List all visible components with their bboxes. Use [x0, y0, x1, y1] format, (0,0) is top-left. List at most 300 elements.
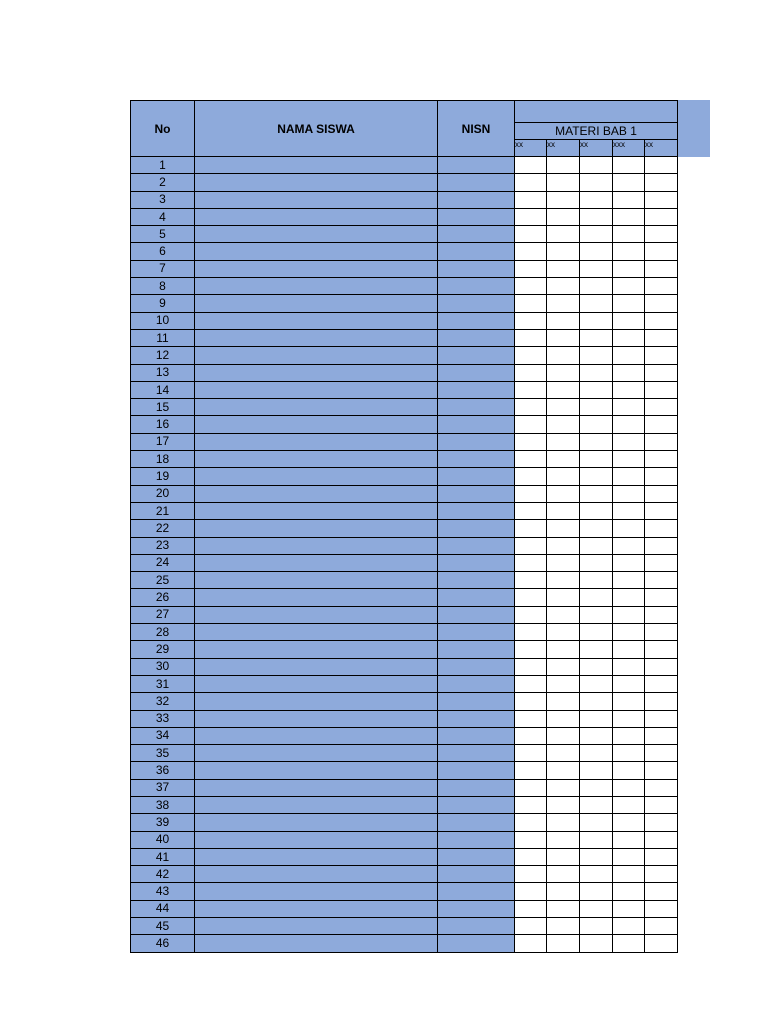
- score-cell[interactable]: [645, 485, 678, 502]
- score-cell[interactable]: [580, 243, 613, 260]
- score-cell[interactable]: [515, 468, 547, 485]
- score-cell[interactable]: [515, 537, 547, 554]
- score-cell[interactable]: [613, 675, 645, 692]
- score-cell[interactable]: [580, 347, 613, 364]
- score-cell[interactable]: [547, 762, 580, 779]
- score-cell[interactable]: [580, 278, 613, 295]
- student-name-cell[interactable]: [195, 468, 438, 485]
- score-cell[interactable]: [613, 502, 645, 519]
- score-cell[interactable]: [580, 260, 613, 277]
- score-cell[interactable]: [580, 710, 613, 727]
- score-cell[interactable]: [580, 329, 613, 346]
- score-cell[interactable]: [613, 900, 645, 917]
- score-cell[interactable]: [645, 537, 678, 554]
- nisn-cell[interactable]: [438, 606, 515, 623]
- score-cell[interactable]: [547, 658, 580, 675]
- score-cell[interactable]: [515, 347, 547, 364]
- student-name-cell[interactable]: [195, 502, 438, 519]
- score-cell[interactable]: [515, 191, 547, 208]
- nisn-cell[interactable]: [438, 399, 515, 416]
- student-name-cell[interactable]: [195, 762, 438, 779]
- student-name-cell[interactable]: [195, 554, 438, 571]
- score-cell[interactable]: [547, 693, 580, 710]
- score-cell[interactable]: [547, 537, 580, 554]
- student-name-cell[interactable]: [195, 831, 438, 848]
- score-cell[interactable]: [547, 399, 580, 416]
- score-cell[interactable]: [645, 658, 678, 675]
- score-cell[interactable]: [547, 278, 580, 295]
- score-cell[interactable]: [580, 831, 613, 848]
- student-name-cell[interactable]: [195, 675, 438, 692]
- score-cell[interactable]: [580, 745, 613, 762]
- score-cell[interactable]: [580, 433, 613, 450]
- score-cell[interactable]: [613, 918, 645, 935]
- nisn-cell[interactable]: [438, 831, 515, 848]
- score-cell[interactable]: [515, 451, 547, 468]
- score-cell[interactable]: [515, 727, 547, 744]
- score-cell[interactable]: [645, 554, 678, 571]
- student-name-cell[interactable]: [195, 243, 438, 260]
- score-cell[interactable]: [580, 399, 613, 416]
- score-cell[interactable]: [515, 762, 547, 779]
- score-cell[interactable]: [547, 174, 580, 191]
- score-cell[interactable]: [645, 918, 678, 935]
- score-cell[interactable]: [645, 295, 678, 312]
- score-cell[interactable]: [613, 520, 645, 537]
- nisn-cell[interactable]: [438, 208, 515, 225]
- score-cell[interactable]: [645, 433, 678, 450]
- score-cell[interactable]: [645, 416, 678, 433]
- nisn-cell[interactable]: [438, 381, 515, 398]
- score-cell[interactable]: [547, 433, 580, 450]
- nisn-cell[interactable]: [438, 710, 515, 727]
- nisn-cell[interactable]: [438, 243, 515, 260]
- student-name-cell[interactable]: [195, 918, 438, 935]
- score-cell[interactable]: [547, 312, 580, 329]
- student-name-cell[interactable]: [195, 935, 438, 952]
- score-cell[interactable]: [515, 157, 547, 174]
- student-name-cell[interactable]: [195, 347, 438, 364]
- score-cell[interactable]: [580, 174, 613, 191]
- score-cell[interactable]: [580, 381, 613, 398]
- nisn-cell[interactable]: [438, 779, 515, 796]
- score-cell[interactable]: [613, 537, 645, 554]
- nisn-cell[interactable]: [438, 745, 515, 762]
- score-cell[interactable]: [645, 572, 678, 589]
- score-cell[interactable]: [645, 451, 678, 468]
- student-name-cell[interactable]: [195, 381, 438, 398]
- score-cell[interactable]: [515, 658, 547, 675]
- score-cell[interactable]: [515, 831, 547, 848]
- score-cell[interactable]: [645, 796, 678, 813]
- score-cell[interactable]: [580, 779, 613, 796]
- score-cell[interactable]: [613, 624, 645, 641]
- score-cell[interactable]: [580, 866, 613, 883]
- score-cell[interactable]: [645, 364, 678, 381]
- score-cell[interactable]: [645, 693, 678, 710]
- score-cell[interactable]: [515, 520, 547, 537]
- score-cell[interactable]: [613, 658, 645, 675]
- student-name-cell[interactable]: [195, 883, 438, 900]
- score-cell[interactable]: [580, 537, 613, 554]
- nisn-cell[interactable]: [438, 191, 515, 208]
- score-cell[interactable]: [547, 675, 580, 692]
- score-cell[interactable]: [515, 624, 547, 641]
- student-name-cell[interactable]: [195, 433, 438, 450]
- score-cell[interactable]: [515, 572, 547, 589]
- score-cell[interactable]: [580, 157, 613, 174]
- score-cell[interactable]: [580, 572, 613, 589]
- student-name-cell[interactable]: [195, 745, 438, 762]
- student-name-cell[interactable]: [195, 157, 438, 174]
- score-cell[interactable]: [645, 606, 678, 623]
- score-cell[interactable]: [645, 329, 678, 346]
- score-cell[interactable]: [547, 814, 580, 831]
- student-name-cell[interactable]: [195, 537, 438, 554]
- score-cell[interactable]: [547, 624, 580, 641]
- nisn-cell[interactable]: [438, 485, 515, 502]
- score-cell[interactable]: [613, 762, 645, 779]
- score-cell[interactable]: [547, 347, 580, 364]
- student-name-cell[interactable]: [195, 589, 438, 606]
- score-cell[interactable]: [645, 381, 678, 398]
- score-cell[interactable]: [580, 883, 613, 900]
- score-cell[interactable]: [515, 485, 547, 502]
- nisn-cell[interactable]: [438, 278, 515, 295]
- score-cell[interactable]: [613, 468, 645, 485]
- score-cell[interactable]: [515, 589, 547, 606]
- score-cell[interactable]: [613, 710, 645, 727]
- score-cell[interactable]: [515, 848, 547, 865]
- score-cell[interactable]: [645, 883, 678, 900]
- score-cell[interactable]: [547, 779, 580, 796]
- score-cell[interactable]: [613, 831, 645, 848]
- score-cell[interactable]: [547, 572, 580, 589]
- score-cell[interactable]: [613, 935, 645, 952]
- score-cell[interactable]: [580, 451, 613, 468]
- score-cell[interactable]: [515, 866, 547, 883]
- score-cell[interactable]: [645, 624, 678, 641]
- score-cell[interactable]: [613, 693, 645, 710]
- student-name-cell[interactable]: [195, 451, 438, 468]
- score-cell[interactable]: [645, 347, 678, 364]
- nisn-cell[interactable]: [438, 814, 515, 831]
- score-cell[interactable]: [613, 451, 645, 468]
- student-name-cell[interactable]: [195, 796, 438, 813]
- score-cell[interactable]: [547, 866, 580, 883]
- score-cell[interactable]: [515, 416, 547, 433]
- score-cell[interactable]: [515, 278, 547, 295]
- score-cell[interactable]: [613, 364, 645, 381]
- score-cell[interactable]: [515, 779, 547, 796]
- score-cell[interactable]: [613, 848, 645, 865]
- score-cell[interactable]: [580, 935, 613, 952]
- score-cell[interactable]: [580, 589, 613, 606]
- score-cell[interactable]: [515, 260, 547, 277]
- nisn-cell[interactable]: [438, 295, 515, 312]
- nisn-cell[interactable]: [438, 641, 515, 658]
- score-cell[interactable]: [613, 295, 645, 312]
- score-cell[interactable]: [645, 675, 678, 692]
- student-name-cell[interactable]: [195, 399, 438, 416]
- score-cell[interactable]: [515, 329, 547, 346]
- score-cell[interactable]: [645, 641, 678, 658]
- score-cell[interactable]: [645, 260, 678, 277]
- score-cell[interactable]: [613, 485, 645, 502]
- score-cell[interactable]: [515, 675, 547, 692]
- nisn-cell[interactable]: [438, 364, 515, 381]
- student-name-cell[interactable]: [195, 641, 438, 658]
- score-cell[interactable]: [547, 485, 580, 502]
- score-cell[interactable]: [613, 191, 645, 208]
- score-cell[interactable]: [613, 796, 645, 813]
- score-cell[interactable]: [515, 208, 547, 225]
- nisn-cell[interactable]: [438, 935, 515, 952]
- score-cell[interactable]: [547, 710, 580, 727]
- score-cell[interactable]: [613, 399, 645, 416]
- score-cell[interactable]: [515, 174, 547, 191]
- score-cell[interactable]: [547, 848, 580, 865]
- score-cell[interactable]: [645, 727, 678, 744]
- score-cell[interactable]: [645, 935, 678, 952]
- score-cell[interactable]: [580, 191, 613, 208]
- score-cell[interactable]: [547, 157, 580, 174]
- score-cell[interactable]: [515, 693, 547, 710]
- score-cell[interactable]: [580, 848, 613, 865]
- score-cell[interactable]: [547, 796, 580, 813]
- score-cell[interactable]: [547, 520, 580, 537]
- student-name-cell[interactable]: [195, 312, 438, 329]
- score-cell[interactable]: [613, 174, 645, 191]
- score-cell[interactable]: [645, 468, 678, 485]
- nisn-cell[interactable]: [438, 174, 515, 191]
- score-cell[interactable]: [547, 745, 580, 762]
- score-cell[interactable]: [645, 831, 678, 848]
- nisn-cell[interactable]: [438, 918, 515, 935]
- score-cell[interactable]: [515, 710, 547, 727]
- nisn-cell[interactable]: [438, 848, 515, 865]
- score-cell[interactable]: [580, 641, 613, 658]
- student-name-cell[interactable]: [195, 208, 438, 225]
- nisn-cell[interactable]: [438, 416, 515, 433]
- score-cell[interactable]: [645, 226, 678, 243]
- nisn-cell[interactable]: [438, 329, 515, 346]
- student-name-cell[interactable]: [195, 814, 438, 831]
- score-cell[interactable]: [515, 243, 547, 260]
- score-cell[interactable]: [613, 779, 645, 796]
- score-cell[interactable]: [547, 416, 580, 433]
- score-cell[interactable]: [515, 554, 547, 571]
- score-cell[interactable]: [645, 745, 678, 762]
- score-cell[interactable]: [515, 364, 547, 381]
- score-cell[interactable]: [580, 796, 613, 813]
- score-cell[interactable]: [613, 554, 645, 571]
- nisn-cell[interactable]: [438, 347, 515, 364]
- score-cell[interactable]: [645, 589, 678, 606]
- score-cell[interactable]: [547, 918, 580, 935]
- nisn-cell[interactable]: [438, 260, 515, 277]
- nisn-cell[interactable]: [438, 157, 515, 174]
- nisn-cell[interactable]: [438, 693, 515, 710]
- score-cell[interactable]: [580, 554, 613, 571]
- score-cell[interactable]: [613, 347, 645, 364]
- score-cell[interactable]: [547, 260, 580, 277]
- score-cell[interactable]: [613, 208, 645, 225]
- score-cell[interactable]: [613, 883, 645, 900]
- score-cell[interactable]: [580, 520, 613, 537]
- nisn-cell[interactable]: [438, 675, 515, 692]
- student-name-cell[interactable]: [195, 295, 438, 312]
- score-cell[interactable]: [547, 243, 580, 260]
- score-cell[interactable]: [645, 157, 678, 174]
- student-name-cell[interactable]: [195, 779, 438, 796]
- score-cell[interactable]: [580, 226, 613, 243]
- nisn-cell[interactable]: [438, 572, 515, 589]
- score-cell[interactable]: [515, 502, 547, 519]
- nisn-cell[interactable]: [438, 866, 515, 883]
- score-cell[interactable]: [613, 606, 645, 623]
- student-name-cell[interactable]: [195, 520, 438, 537]
- nisn-cell[interactable]: [438, 624, 515, 641]
- score-cell[interactable]: [547, 329, 580, 346]
- score-cell[interactable]: [547, 468, 580, 485]
- student-name-cell[interactable]: [195, 278, 438, 295]
- nisn-cell[interactable]: [438, 502, 515, 519]
- score-cell[interactable]: [645, 278, 678, 295]
- score-cell[interactable]: [613, 433, 645, 450]
- score-cell[interactable]: [580, 675, 613, 692]
- score-cell[interactable]: [645, 399, 678, 416]
- score-cell[interactable]: [515, 312, 547, 329]
- nisn-cell[interactable]: [438, 727, 515, 744]
- nisn-cell[interactable]: [438, 796, 515, 813]
- score-cell[interactable]: [515, 606, 547, 623]
- score-cell[interactable]: [645, 900, 678, 917]
- score-cell[interactable]: [547, 831, 580, 848]
- score-cell[interactable]: [547, 554, 580, 571]
- score-cell[interactable]: [580, 416, 613, 433]
- student-name-cell[interactable]: [195, 658, 438, 675]
- score-cell[interactable]: [515, 918, 547, 935]
- score-cell[interactable]: [645, 779, 678, 796]
- score-cell[interactable]: [613, 329, 645, 346]
- nisn-cell[interactable]: [438, 762, 515, 779]
- score-cell[interactable]: [547, 900, 580, 917]
- student-name-cell[interactable]: [195, 174, 438, 191]
- score-cell[interactable]: [515, 226, 547, 243]
- student-name-cell[interactable]: [195, 710, 438, 727]
- score-cell[interactable]: [580, 312, 613, 329]
- score-cell[interactable]: [645, 762, 678, 779]
- score-cell[interactable]: [580, 693, 613, 710]
- score-cell[interactable]: [613, 381, 645, 398]
- student-name-cell[interactable]: [195, 727, 438, 744]
- score-cell[interactable]: [580, 624, 613, 641]
- nisn-cell[interactable]: [438, 468, 515, 485]
- score-cell[interactable]: [547, 295, 580, 312]
- nisn-cell[interactable]: [438, 226, 515, 243]
- score-cell[interactable]: [613, 641, 645, 658]
- student-name-cell[interactable]: [195, 485, 438, 502]
- nisn-cell[interactable]: [438, 900, 515, 917]
- score-cell[interactable]: [547, 226, 580, 243]
- score-cell[interactable]: [580, 485, 613, 502]
- student-name-cell[interactable]: [195, 416, 438, 433]
- score-cell[interactable]: [613, 866, 645, 883]
- student-name-cell[interactable]: [195, 848, 438, 865]
- score-cell[interactable]: [515, 745, 547, 762]
- score-cell[interactable]: [613, 727, 645, 744]
- score-cell[interactable]: [645, 174, 678, 191]
- score-cell[interactable]: [547, 606, 580, 623]
- nisn-cell[interactable]: [438, 520, 515, 537]
- student-name-cell[interactable]: [195, 693, 438, 710]
- score-cell[interactable]: [515, 900, 547, 917]
- score-cell[interactable]: [515, 433, 547, 450]
- student-name-cell[interactable]: [195, 329, 438, 346]
- score-cell[interactable]: [613, 572, 645, 589]
- score-cell[interactable]: [547, 502, 580, 519]
- score-cell[interactable]: [645, 191, 678, 208]
- score-cell[interactable]: [645, 848, 678, 865]
- score-cell[interactable]: [613, 312, 645, 329]
- score-cell[interactable]: [580, 364, 613, 381]
- score-cell[interactable]: [613, 226, 645, 243]
- score-cell[interactable]: [580, 918, 613, 935]
- score-cell[interactable]: [547, 381, 580, 398]
- student-name-cell[interactable]: [195, 226, 438, 243]
- score-cell[interactable]: [547, 589, 580, 606]
- student-name-cell[interactable]: [195, 572, 438, 589]
- score-cell[interactable]: [515, 883, 547, 900]
- score-cell[interactable]: [613, 278, 645, 295]
- nisn-cell[interactable]: [438, 883, 515, 900]
- score-cell[interactable]: [645, 243, 678, 260]
- nisn-cell[interactable]: [438, 451, 515, 468]
- score-cell[interactable]: [613, 814, 645, 831]
- score-cell[interactable]: [515, 399, 547, 416]
- score-cell[interactable]: [613, 157, 645, 174]
- student-name-cell[interactable]: [195, 624, 438, 641]
- score-cell[interactable]: [515, 381, 547, 398]
- score-cell[interactable]: [515, 814, 547, 831]
- nisn-cell[interactable]: [438, 312, 515, 329]
- score-cell[interactable]: [515, 641, 547, 658]
- score-cell[interactable]: [580, 606, 613, 623]
- student-name-cell[interactable]: [195, 364, 438, 381]
- score-cell[interactable]: [613, 260, 645, 277]
- score-cell[interactable]: [547, 883, 580, 900]
- score-cell[interactable]: [580, 900, 613, 917]
- score-cell[interactable]: [580, 468, 613, 485]
- score-cell[interactable]: [580, 208, 613, 225]
- score-cell[interactable]: [515, 935, 547, 952]
- student-name-cell[interactable]: [195, 191, 438, 208]
- student-name-cell[interactable]: [195, 900, 438, 917]
- score-cell[interactable]: [645, 520, 678, 537]
- score-cell[interactable]: [547, 641, 580, 658]
- score-cell[interactable]: [580, 814, 613, 831]
- nisn-cell[interactable]: [438, 589, 515, 606]
- score-cell[interactable]: [645, 502, 678, 519]
- score-cell[interactable]: [547, 191, 580, 208]
- score-cell[interactable]: [645, 814, 678, 831]
- student-name-cell[interactable]: [195, 606, 438, 623]
- nisn-cell[interactable]: [438, 433, 515, 450]
- score-cell[interactable]: [547, 727, 580, 744]
- score-cell[interactable]: [613, 243, 645, 260]
- student-name-cell[interactable]: [195, 260, 438, 277]
